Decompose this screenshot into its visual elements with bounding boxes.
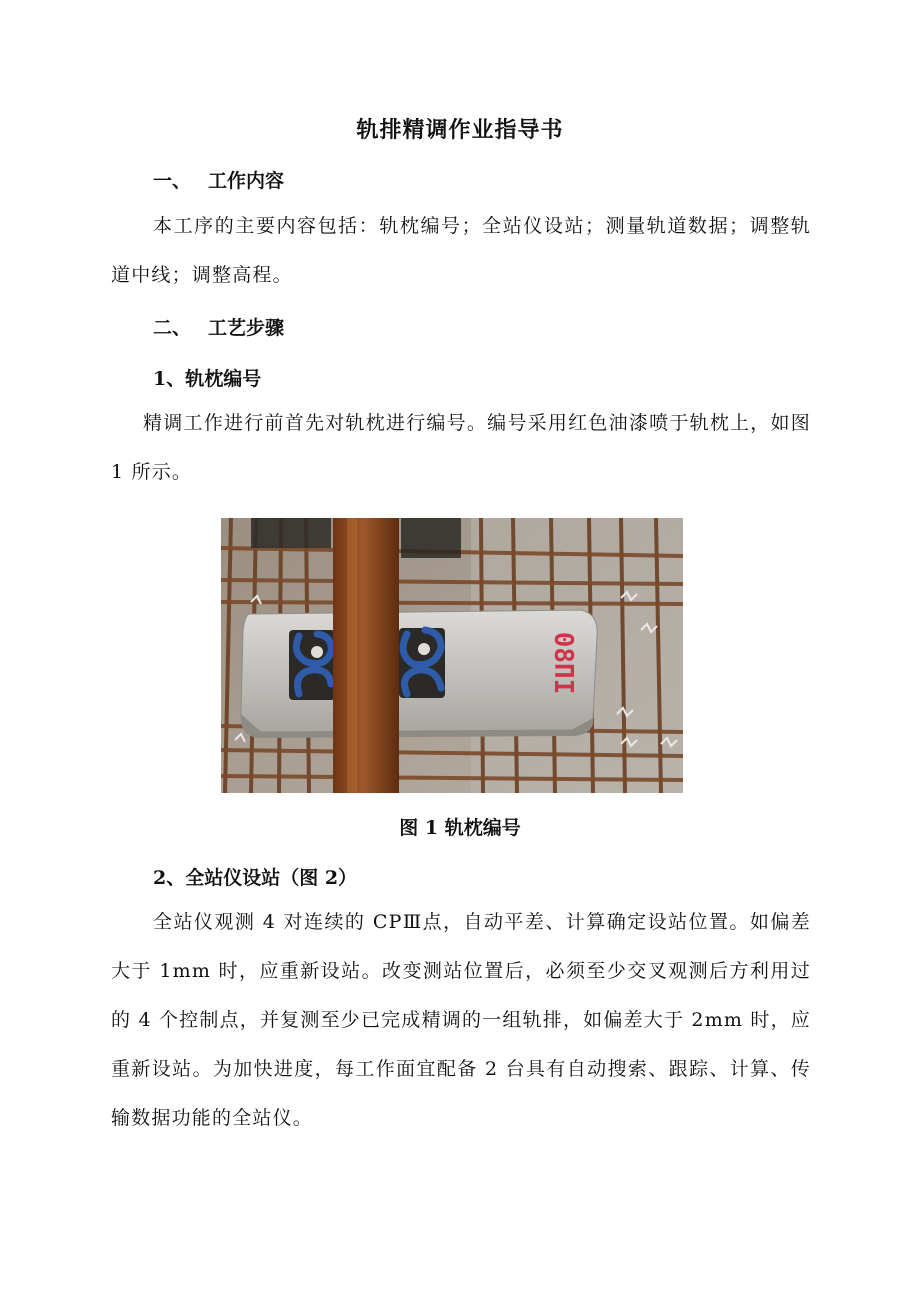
section-number: 二、 [153,317,192,339]
section-heading-process-steps [153,313,284,340]
section-title: 工作内容 [208,170,285,192]
section-title: 工艺步骤 [208,317,285,339]
step1-paragraph: 精调工作进行前首先对轨枕进行编号。编号采用红色油漆喷于轨枕上，如图 1 所示。 [111,412,811,483]
step1-heading: 1、轨枕编号 [153,368,262,390]
sleeper-number-mark [548,632,578,695]
document-title: 轨排精调作业指导书 [356,117,564,143]
figure1-caption: 图 1 轨枕编号 [399,817,521,839]
work-content-paragraph: 本工序的主要内容包括：轨枕编号；全站仪设站；测量轨道数据；调整轨道中线；调整高程。 [111,215,811,286]
sleeper-photo-illustration [221,518,683,793]
svg-text:08ΠI: 08ΠI [548,631,578,695]
figure-sleeper-numbering [221,518,683,793]
section-heading-work-content [153,166,284,193]
step2-paragraph: 全站仪观测 4 对连续的 CPⅢ点，自动平差、计算确定设站位置。如偏差大于 1mm 时，应重新设站。改变测站位置后，必须至少交叉观测后方利用过的 4 个控制点，并复测至少已完成精调的一组轨排，如偏差大于 2mm 时，应重新设站。为加快进度，每工作面宜配备 2 台具有自动搜索、跟踪、计算、传输数据功能的全站仪。 [111,911,811,1129]
step2-heading: 2、全站仪设站（图 2） [153,867,358,889]
section-number: 一、 [153,170,192,192]
